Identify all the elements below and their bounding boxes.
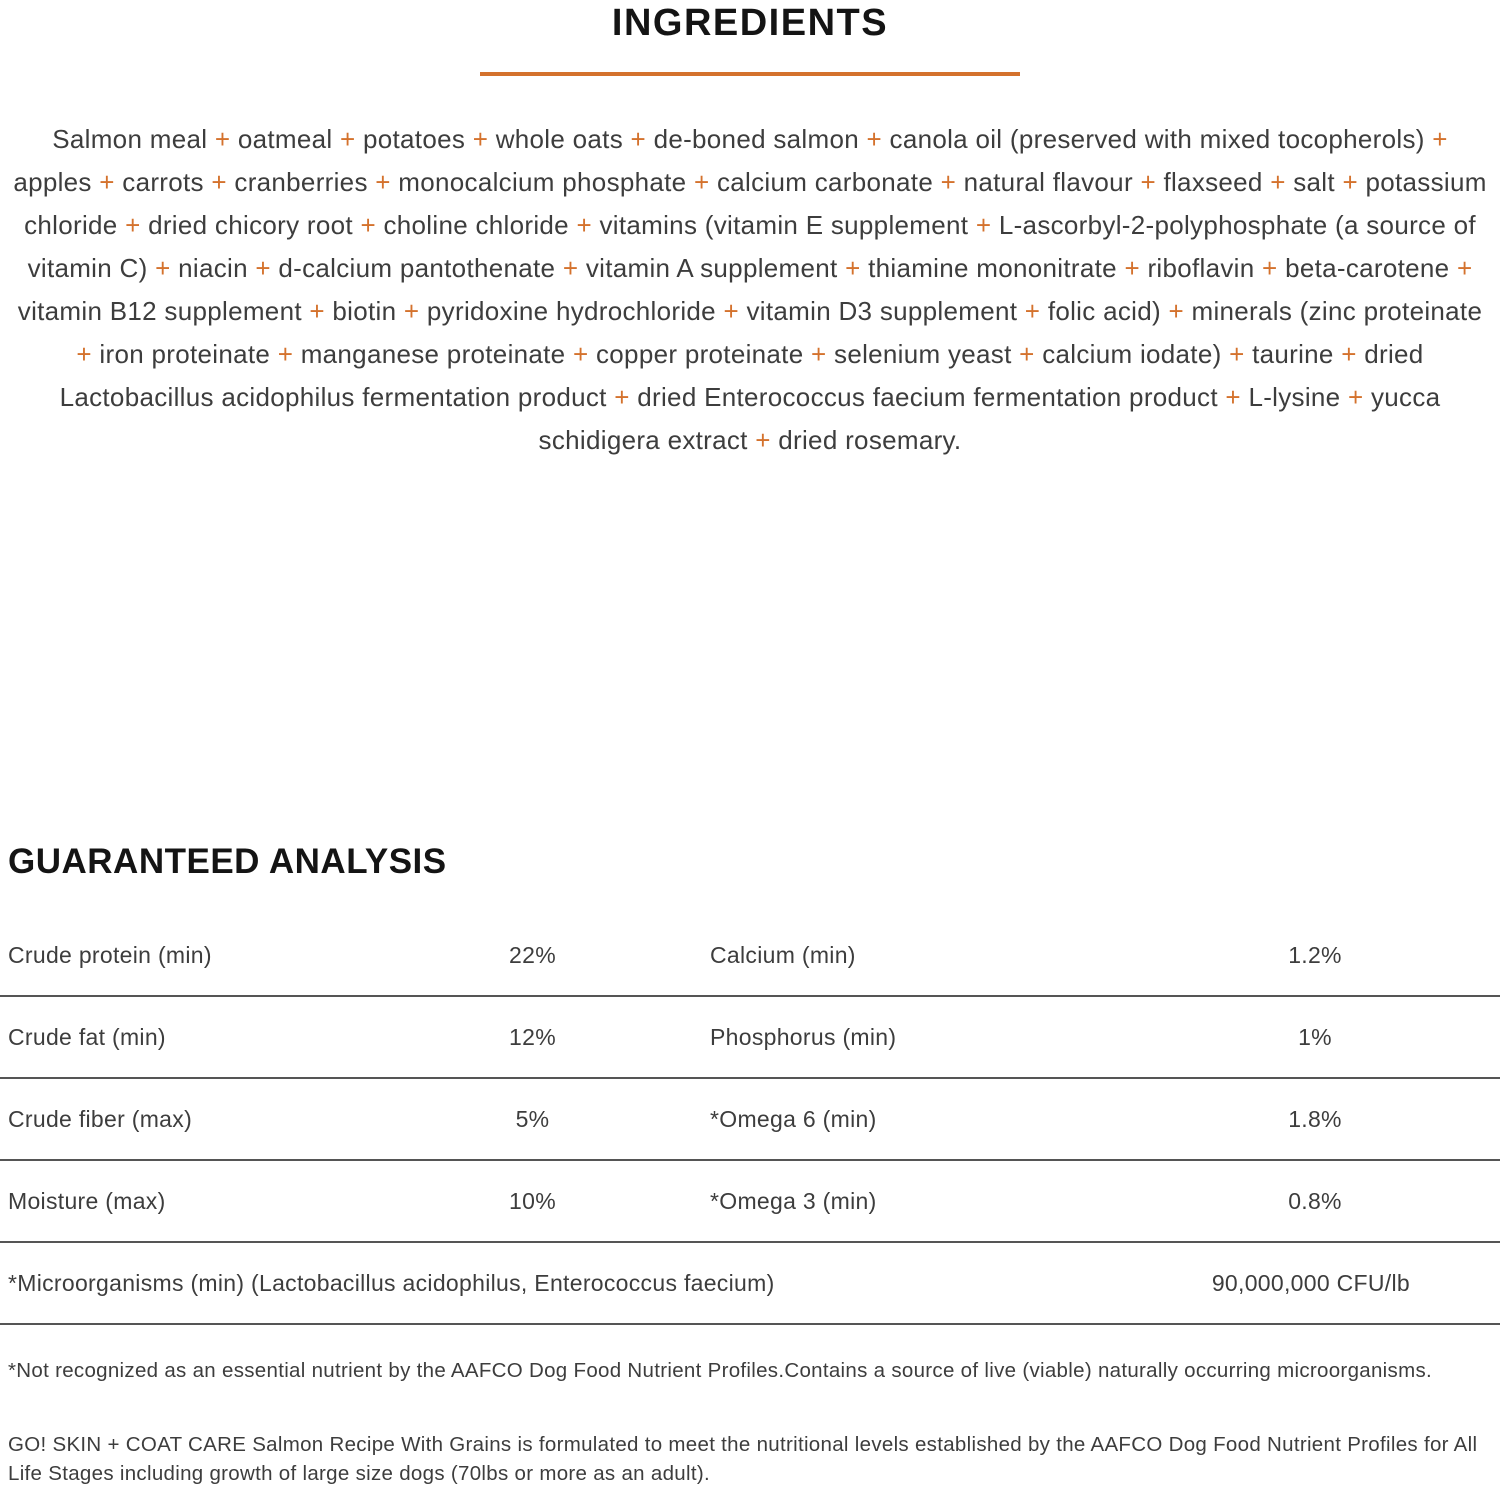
analysis-table <box>0 915 1500 1325</box>
footnote-nutrient-note: *Not recognized as an essential nutrient by the AAFCO Dog Food Nutrient Profiles.Contains a source of live (viable) naturally occurring microorganisms. <box>8 1359 1432 1382</box>
plus-separator: + <box>375 167 391 197</box>
plus-separator: + <box>155 253 171 283</box>
row-label: *Microorganisms (min) (Lactobacillus acidophilus, Enterococcus faecium) <box>8 1269 775 1296</box>
plus-separator: + <box>309 296 325 326</box>
plus-separator: + <box>866 124 882 154</box>
plus-separator: + <box>630 124 647 154</box>
row-label: Crude fiber (max) <box>8 1105 193 1132</box>
plus-separator: + <box>76 339 92 369</box>
title-underline <box>480 72 1020 76</box>
plus-separator: + <box>755 425 771 455</box>
row-value: 1% <box>1298 1023 1332 1050</box>
ingredients-section <box>0 0 1500 462</box>
plus-separator: + <box>1019 339 1035 369</box>
plus-separator: + <box>1168 296 1184 326</box>
plus-separator: + <box>360 210 376 240</box>
table-row <box>0 915 1500 997</box>
plus-separator: + <box>1347 382 1364 412</box>
row-label: Moisture (max) <box>8 1187 166 1214</box>
plus-separator: + <box>1124 253 1140 283</box>
row-label: *Omega 3 (min) <box>710 1187 877 1214</box>
plus-separator: + <box>1225 382 1241 412</box>
row-label: Phosphorus (min) <box>710 1023 897 1050</box>
plus-separator: + <box>572 339 589 369</box>
plus-separator: + <box>1024 296 1041 326</box>
row-label: Calcium (min) <box>710 941 856 968</box>
row-value: 10% <box>509 1187 556 1214</box>
plus-separator: + <box>1432 124 1448 154</box>
plus-separator: + <box>1342 167 1358 197</box>
plus-separator: + <box>940 167 957 197</box>
table-row <box>0 1161 1500 1243</box>
plus-separator: + <box>693 167 710 197</box>
page-title: INGREDIENTS <box>611 2 889 44</box>
plus-separator: + <box>1140 167 1156 197</box>
row-label: Crude protein (min) <box>8 941 212 968</box>
guaranteed-analysis-title: GUARANTEED ANALYSIS <box>8 842 447 881</box>
plus-separator: + <box>1456 253 1473 283</box>
row-label: Crude fat (min) <box>8 1023 166 1050</box>
footnote-aafco-statement: GO! SKIN + COAT CARE Salmon Recipe With Grains is formulated to meet the nutritional levels established by the AAFCO Dog Food Nutrient Profiles for All Life Stages including growth of large size dogs (70lbs or more as an adult). <box>8 1433 1478 1485</box>
microorganisms-row <box>0 1243 1500 1325</box>
plus-separator: + <box>845 253 861 283</box>
guaranteed-analysis-section <box>0 842 1500 1488</box>
plus-separator: + <box>125 210 141 240</box>
row-value: 90,000,000 CFU/lb <box>1211 1269 1410 1296</box>
plus-separator: + <box>1262 253 1278 283</box>
analysis-rows <box>0 915 1500 1243</box>
plus-separator: + <box>255 253 271 283</box>
row-value: 0.8% <box>1288 1187 1342 1214</box>
row-value: 22% <box>509 941 556 968</box>
plus-separator: + <box>1270 167 1286 197</box>
plus-separator: + <box>99 167 115 197</box>
plus-separator: + <box>562 253 579 283</box>
plus-separator: + <box>472 124 489 154</box>
plus-separator: + <box>214 124 231 154</box>
plus-separator: + <box>576 210 592 240</box>
plus-separator: + <box>811 339 827 369</box>
table-row <box>0 997 1500 1079</box>
plus-separator: + <box>339 124 356 154</box>
plus-separator: + <box>211 167 227 197</box>
plus-separator: + <box>975 210 992 240</box>
row-value: 1.2% <box>1288 941 1342 968</box>
row-value: 1.8% <box>1288 1105 1342 1132</box>
ingredients-paragraph: Salmon meal + oatmeal + potatoes + whole oats + de-boned salmon + canola oil (preserved with mixed tocopherols) + apples + carrots + cranberries + monocalcium phosphate + calcium carbonate + natural flavour + flaxseed + salt + potassium chloride + dried chicory root + choline chloride + vitamins (vitamin E supplement + L-ascorbyl-2-polyphosphate (a source of vitamin C) + niacin + d-calcium pantothenate + vitamin A supplement + thiamine mononitrate + riboflavin + beta-carotene + vitamin B12 supplement + biotin + pyridoxine hydrochloride + vitamin D3 supplement + folic acid) + minerals (zinc proteinate + iron proteinate + manganese proteinate + copper proteinate + selenium yeast + calcium iodate) + taurine + dried Lactobacillus acidophilus fermentation product + dried Enterococcus faecium fermentation product + L-lysine + yucca schidigera extract + dried rosemary. <box>13 124 1487 455</box>
plus-separator: + <box>1229 339 1245 369</box>
plus-separator: + <box>1341 339 1357 369</box>
plus-separator: + <box>614 382 630 412</box>
row-value: 12% <box>509 1023 556 1050</box>
row-label: *Omega 6 (min) <box>710 1105 877 1132</box>
plus-separator: + <box>277 339 294 369</box>
plus-separator: + <box>403 296 420 326</box>
table-row <box>0 1079 1500 1161</box>
row-value: 5% <box>515 1105 550 1132</box>
plus-separator: + <box>723 296 739 326</box>
